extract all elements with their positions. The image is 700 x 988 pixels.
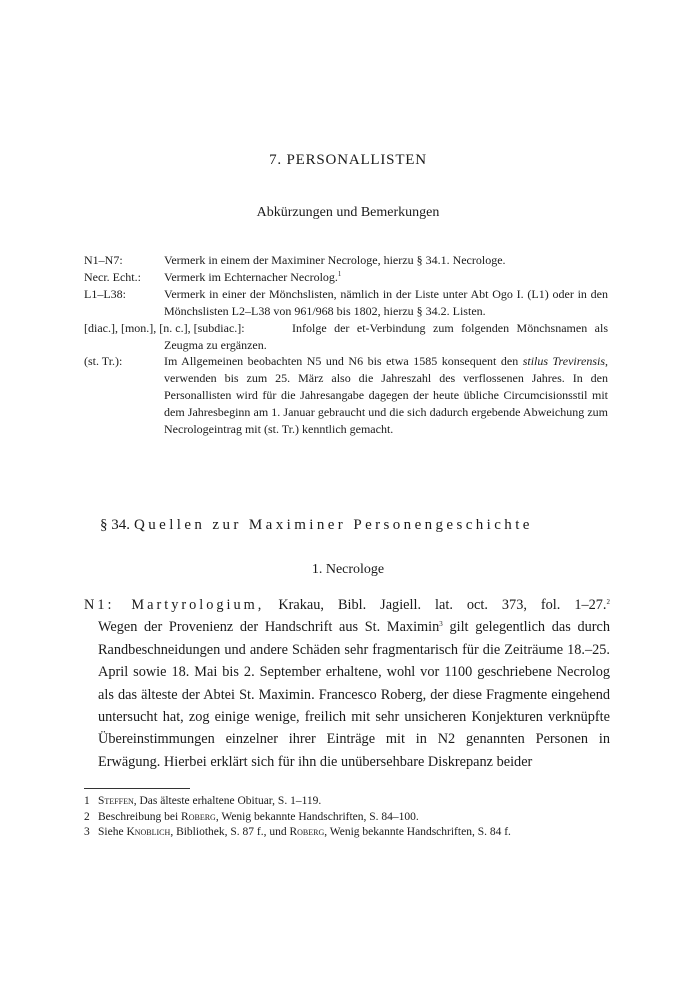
abbreviation-description-text: Vermerk im Echternacher Necrolog. [164,269,338,284]
abbreviation-description [164,269,608,286]
abbreviation-item [84,252,608,269]
footnote-text: , Das älteste erhaltene Obituar, S. 1–119. [133,795,322,807]
footnote-divider [84,788,190,789]
abbreviation-item [84,269,608,286]
paragraph-number: § 34. [100,517,130,533]
footnote-number: 2 [84,810,90,823]
footnote-number: 3 [84,826,90,839]
footnote-text: , Wenig bekannte Handschriften, S. 84–100. [215,810,419,823]
section-heading: Abkürzungen und Bemerkungen [256,205,440,220]
footnote [84,825,608,841]
abbreviation-description: Infolge der et-Verbindung zum folgenden Mönchsnamen als Zeugma zu ergänzen. [164,320,608,352]
footnote-ref: 1 [337,269,342,278]
abbreviation-item [84,320,608,354]
paragraph-title: Quellen zur Maximiner Personengeschichte [134,517,533,533]
abbreviation-term: (st. Tr.): [84,354,123,369]
paragraph-heading [88,517,608,534]
footnote-author: Knoblich [126,826,171,839]
abbreviation-term: [diac.], [mon.], [n. c.], [subdiac.]: [84,320,245,335]
footnote-text: , Wenig bekannte Handschriften, S. 84 f. [324,826,511,839]
footnote-number: 1 [84,795,90,807]
footnote-text: Siehe [98,826,127,839]
italic-term: stilus Trevirensis [522,354,605,369]
abbreviation-description: Vermerk in einem der Maximiner Necrologe, hierzu § 34.1. Necrologe. [164,253,506,267]
document-page [84,0,610,988]
footnote-text: Beschreibung bei [98,810,182,823]
sub-heading: 1. Necrologe [311,562,385,577]
abbreviation-description: Vermerk in einer der Mönchslisten, nämlich in der Liste unter Abt Ogo I. (L1) oder in den Mönchslisten L2–L38 von 961/968 bis 1802, hierzu § 34.2. Listen. [164,286,608,318]
abbreviation-description-text: , verwenden bis zum 25. März also die Jahreszahl des verflossenen Jahres. In den Personallisten wird für die Jahresangabe dagegen der heute übliche Circumcisionsstil mit dem Jahresbeginn am 1. Januar gebraucht und die sich dadurch ergebende Abweichung zum Necrologeintrag mit (st. Tr.) kenntlich gemacht. [164,354,608,437]
footnote-author: Roberg [289,826,325,839]
necrology-entry [84,594,610,773]
footnote [84,810,608,826]
footnote [84,794,608,810]
entry-first-line [84,594,610,616]
chapter-title: 7. PERSONALLISTEN [269,152,427,168]
abbreviation-list [84,252,608,438]
abbreviation-term: Necr. Echt.: [84,269,141,284]
footnote-ref: 3 [439,620,443,629]
abbreviation-term: L1–L38: [84,286,126,301]
entry-body-text: gilt gelegentlich das durch Randbeschneidungen und andere Schäden sehr fragmentarisch für die Zeiträume 18.–25. April sowie 18. Mai bis 2. September erhaltene, wohl vor 1100 geschriebene Necrolog als das älteste der Abtei St. Maximin. Francesco Roberg, der diese Fragmente eingehend untersucht hat, zog einige wenige, freilich mit sehr unsicheren Konjekturen verknüpfte Übereinstimmungen einzelner ihrer Einträge mit in N2 genannten Personen in Erwägung. Hierbei erklärt sich für ihn die unübersehbare Diskrepanz beider [98,619,610,770]
abbreviation-item [84,286,608,320]
footnotes [84,794,608,841]
entry-label: N1: Martyrologium, [84,597,265,613]
abbreviation-term: N1–N7: [84,253,123,267]
footnote-ref: 2 [606,598,610,606]
entry-source: Krakau, Bibl. Jagiell. lat. oct. 373, fol. 1–27. [264,597,607,613]
footnote-text: , Bibliothek, S. 87 f., und [170,826,290,839]
entry-body [84,616,610,773]
abbreviation-description-text: Im Allgemeinen beobachten N5 und N6 bis etwa 1585 konsequent den [164,354,523,369]
footnote-author: Steffen [98,795,134,807]
abbreviation-item [84,353,608,438]
footnote-author: Roberg [181,810,216,823]
abbreviation-description [164,353,608,438]
entry-body-text: Wegen der Provenienz der Handschrift aus St. Maximin [98,619,440,636]
